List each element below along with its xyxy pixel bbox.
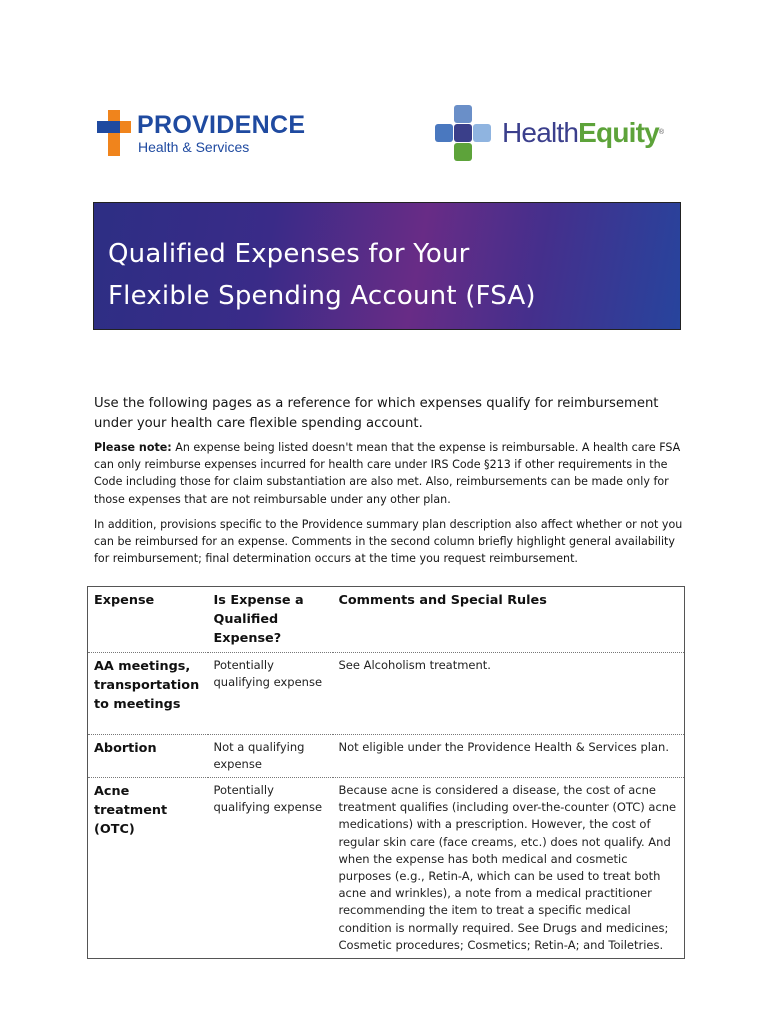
- healthequity-name-part2: Equity: [578, 117, 659, 148]
- healthequity-name-part1: Health: [502, 117, 579, 148]
- page-title-line-1: Qualified Expenses for Your: [108, 239, 470, 269]
- comments-cell: Because acne is considered a disease, the cost of acne treatment qualifies (including over-the-counter (OTC) acne medications) with a prescription. However, the cost of regular skin care (face creams, etc.) does not qualify. And when the expense has both medical and cosmetic purposes (e.g., Retin-A, which can be used to treat both acne and wrinkles), a note from a medical practitioner recommending the item to treat a specific medical condition is normally required. See Drugs and medicines; Cosmetic procedures; Cosmetics; Retin-A; and Toiletries.: [333, 778, 685, 959]
- comments-cell: Not eligible under the Providence Health & Services plan.: [333, 735, 685, 778]
- intro-paragraph: Use the following pages as a reference for which expenses qualify for reimbursement under your health care flexible spending account.: [94, 396, 659, 431]
- qualified-cell: Not a qualifying expense: [208, 735, 333, 778]
- title-banner: [93, 202, 681, 330]
- comments-cell: See Alcoholism treatment.: [333, 653, 685, 735]
- note-paragraph: [94, 439, 684, 508]
- expense-cell: AA meetings, transportation to meetings: [88, 653, 208, 735]
- providence-logo: [97, 108, 317, 158]
- healthequity-name: [502, 118, 663, 148]
- column-header-comments: Comments and Special Rules: [338, 593, 547, 608]
- providence-name: PROVIDENCE: [137, 111, 306, 139]
- additional-paragraph: In addition, provisions specific to the Providence summary plan description also affect whether or not you can be reimbursed for an expense. Comments in the second column briefly highlight general availability for reimbursement; final determination occurs at the time you request reimbursement.: [94, 518, 683, 566]
- note-text: An expense being listed doesn't mean that the expense is reimbursable. A health care FSA can only reimburse expenses incurred for health care under IRS Code §213 if other requirements in the Code including those for claim substantiation are also met. Also, reimbursements can be made only for those expenses that are not reimbursable under any other plan.: [94, 441, 681, 506]
- expense-cell: Abortion: [88, 735, 208, 778]
- healthequity-cross-icon: [434, 104, 492, 162]
- page-title: [108, 233, 536, 317]
- healthequity-logo: [434, 104, 684, 162]
- column-header-expense: Expense: [94, 593, 155, 608]
- table-row: [88, 735, 685, 778]
- note-label: Please note:: [94, 441, 172, 454]
- providence-cross-icon: [97, 110, 131, 156]
- table-header-row: [88, 587, 685, 653]
- page-title-line-2: Flexible Spending Account (FSA): [108, 281, 536, 311]
- table-row: [88, 778, 685, 959]
- expense-cell: Acne treatment (OTC): [88, 778, 208, 959]
- expenses-table: [87, 586, 685, 959]
- providence-subtitle: Health & Services: [138, 139, 250, 155]
- qualified-cell: Potentially qualifying expense: [208, 778, 333, 959]
- registered-mark: ®: [658, 129, 664, 136]
- column-header-qualified: Is Expense a Qualified Expense?: [213, 593, 304, 646]
- table-row: [88, 653, 685, 735]
- qualified-cell: Potentially qualifying expense: [208, 653, 333, 735]
